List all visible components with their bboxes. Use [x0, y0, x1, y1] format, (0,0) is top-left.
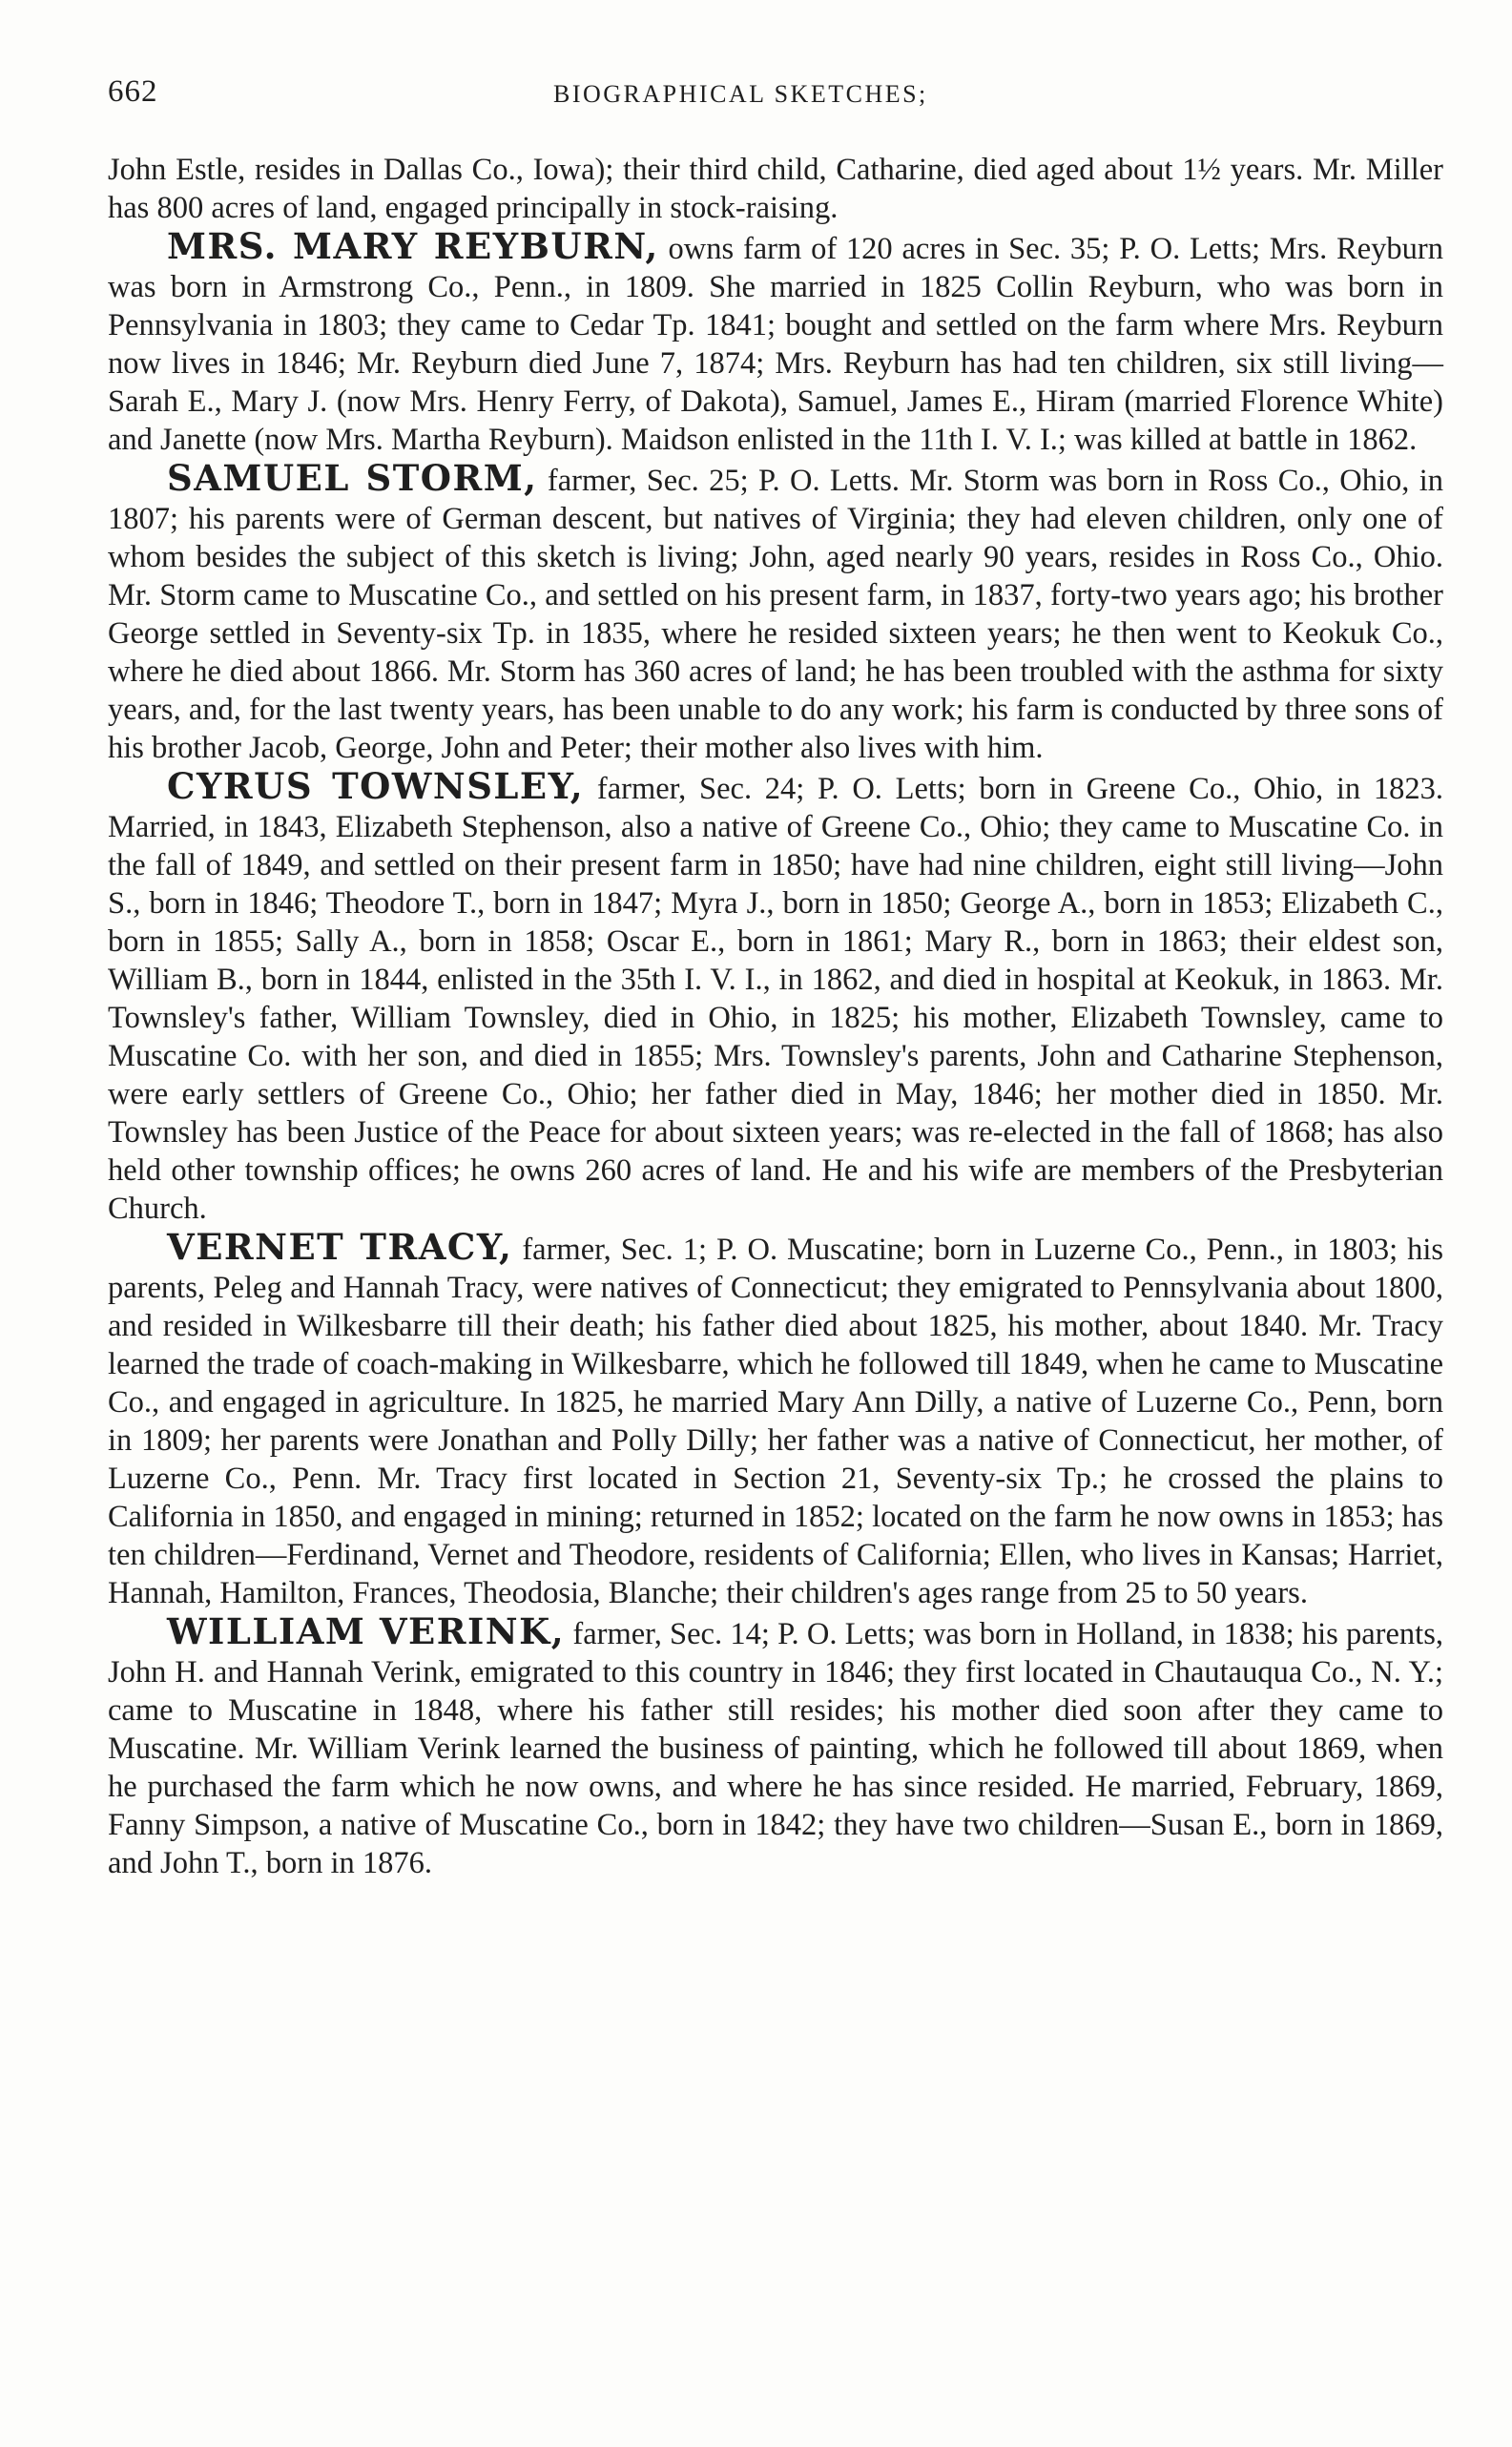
sketch-name: MRS. MARY REYBURN,	[167, 225, 659, 267]
running-title: BIOGRAPHICAL SKETCHES;	[553, 80, 928, 108]
sketch-vernet-tracy	[108, 1228, 1443, 1612]
sketch-name: VERNET TRACY,	[167, 1226, 513, 1268]
continuation-paragraph	[108, 151, 1443, 227]
sketch-text: owns farm of 120 acres in Sec. 35; P. O. Letts; Mrs. Reyburn was born in Armstrong Co., Penn., in 1809. She married in 1825 Collin Reyburn, who was born in Pennsylvania in 1803; they came to Cedar Tp. 1841; bought and settled on the farm where Mrs. Reyburn now lives in 1846; Mr. Reyburn died June 7, 1874; Mrs. Reyburn has had ten children, six still living—Sarah E., Mary J. (now Mrs. Henry Ferry, of Dakota), Samuel, James E., Hiram (married Florence White) and Janette (now Mrs. Martha Reyburn). Maidson enlisted in the 11th I. V. I.; was killed at battle in 1862.	[108, 232, 1443, 457]
sketch-name: WILLIAM VERINK,	[167, 1610, 566, 1652]
sketch-cyrus-townsley	[108, 767, 1443, 1228]
sketch-samuel-storm	[108, 459, 1443, 767]
running-head	[108, 74, 1439, 113]
sketch-william-verink	[108, 1612, 1443, 1882]
page-number: 662	[108, 74, 158, 109]
sketch-text: farmer, Sec. 14; P. O. Letts; was born in Holland, in 1838; his parents, John H. and Hannah Verink, emigrated to this country in 1846; they first located in Chautauqua Co., N. Y.; came to Muscatine in 1848, where his father still resides; his mother died soon after they came to Muscatine. Mr. William Verink learned the business of painting, which he followed till about 1869, when he purchased the farm which he now owns, and where he has since resided. He married, February, 1869, Fanny Simpson, a native of Muscatine Co., born in 1842; they have two children—Susan E., born in 1869, and John T., born in 1876.	[108, 1617, 1443, 1880]
sketch-mary-reyburn	[108, 227, 1443, 459]
sketch-text: farmer, Sec. 25; P. O. Letts. Mr. Storm was born in Ross Co., Ohio, in 1807; his parents were of German descent, but natives of Virginia; they had eleven children, only one of whom besides the subject of this sketch is living; John, aged nearly 90 years, resides in Ross Co., Ohio. Mr. Storm came to Muscatine Co., and settled on his present farm, in 1837, forty-two years ago; his brother George settled in Seventy-six Tp. in 1835, where he resided sixteen years; he then went to Keokuk Co., where he died about 1866. Mr. Storm has 360 acres of land; he has been troubled with the asthma for sixty years, and, for the last twenty years, has been unable to do any work; his farm is conducted by three sons of his brother Jacob, George, John and Peter; their mother also lives with him.	[108, 464, 1443, 765]
sketch-name: CYRUS TOWNSLEY,	[167, 765, 585, 807]
sketch-text: farmer, Sec. 24; P. O. Letts; born in Greene Co., Ohio, in 1823. Married, in 1843, Elizabeth Stephenson, also a native of Greene Co., Ohio; they came to Muscatine Co. in the fall of 1849, and settled on their present farm in 1850; have had nine children, eight still living—John S., born in 1846; Theodore T., born in 1847; Myra J., born in 1850; George A., born in 1853; Elizabeth C., born in 1855; Sally A., born in 1858; Oscar E., born in 1861; Mary R., born in 1863; their eldest son, William B., born in 1844, enlisted in the 35th I. V. I., in 1862, and died in hospital at Keokuk, in 1863. Mr. Townsley's father, William Townsley, died in Ohio, in 1825; his mother, Elizabeth Townsley, came to Muscatine Co. with her son, and died in 1855; Mrs. Townsley's parents, John and Catharine Stephenson, were early settlers of Greene Co., Ohio; her father died in May, 1846; her mother died in 1850. Mr. Townsley has been Justice of the Peace for about sixteen years; was re-elected in the fall of 1868; has also held other township offices; he owns 260 acres of land. He and his wife are members of the Presbyterian Church.	[108, 772, 1443, 1226]
paragraph-text: John Estle, resides in Dallas Co., Iowa); their third child, Catharine, died aged about 1½ years. Mr. Miller has 800 acres of land, engaged principally in stock-raising.	[108, 153, 1443, 225]
body-text	[108, 151, 1443, 1882]
sketch-name: SAMUEL STORM,	[167, 457, 538, 499]
sketch-text: farmer, Sec. 1; P. O. Muscatine; born in Luzerne Co., Penn., in 1803; his parents, Peleg and Hannah Tracy, were natives of Connecticut; they emigrated to Pennsylvania about 1800, and resided in Wilkesbarre till their death; his father died about 1825, his mother, about 1840. Mr. Tracy learned the trade of coach-making in Wilkesbarre, which he followed till 1849, when he came to Muscatine Co., and engaged in agriculture. In 1825, he married Mary Ann Dilly, a native of Luzerne Co., Penn, born in 1809; her parents were Jonathan and Polly Dilly; her father was a native of Connecticut, her mother, of Luzerne Co., Penn. Mr. Tracy first located in Section 21, Seventy-six Tp.; he crossed the plains to California in 1850, and engaged in mining; returned in 1852; located on the farm he now owns in 1853; has ten children—Ferdinand, Vernet and Theodore, residents of California; Ellen, who lives in Kansas; Harriet, Hannah, Hamilton, Frances, Theodosia, Blanche; their children's ages range from 25 to 50 years.	[108, 1233, 1443, 1610]
